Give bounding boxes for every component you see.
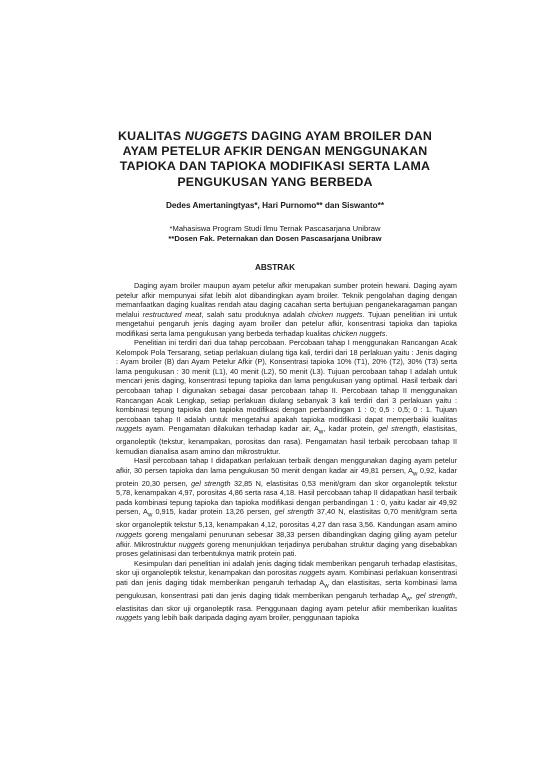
abstract-paragraph-4: Kesimpulan dari penelitian ini adalah jenis daging tidak memberikan pengaruh terhadap elastisitas, skor uji organoleptik tekstur, kenampakan dan porositas nuggets ayam. Kombinasi perlakuan konsentrasi pati dan jenis daging tidak memberikan pengaruh terhadap $A_w$ dan elastisitas, serta kombinasi lama pengukusan, konsentrasi pati dan jenis daging tidak memberikan pengaruh terhadap $A_w$, gel strength, elastisitas dan skor uji organoleptik rasa. Penggunaan daging ayam petelur afkir memberikan kualitas nuggets yang lebih baik daripada daging ayam broiler, penggunaan tapioka: [116, 558, 457, 623]
author-list: Dedes Amertaningtyas*, Hari Purnomo** dan Siswanto**: [165, 201, 385, 210]
title-line-3: TAPIOKA DAN TAPIOKA MODIFIKASI SERTA LAMA: [119, 159, 431, 174]
abstract-heading: ABSTRAK: [254, 263, 296, 272]
paper-title: [100, 129, 450, 190]
abstract-paragraph-1: Daging ayam broiler maupun ayam petelur afkir merupakan sumber protein hewani. Daging ayam petelur afkir mempunyai sifat lebih alot dibandingkan ayam broiler. Teknik pengolahan daging dengan memanfaatkan daging kualitas rendah atau daging cacahan serta bertujuan penganekaragaman pangan melalui restructured meat, salah satu produknya adalah chicken nuggets. Tujuan penelitian ini untuk mengetahui pengaruh jenis daging ayam broiler dan petelur afkir, konsentrasi tapioka dan tapioka modifikasi serta lama pengukusan yang berbeda terhadap kualitas chicken nuggets.: [116, 281, 457, 338]
affiliations: [100, 224, 450, 245]
title-line-1: KUALITAS NUGGETS DAGING AYAM BROILER DAN: [117, 129, 433, 143]
affiliation-lecturers: **Dosen Fak. Peternakan dan Dosen Pascasarjana Unibraw: [168, 234, 382, 244]
title-line-2: AYAM PETELUR AFKIR DENGAN MENGGUNAKAN: [122, 144, 428, 159]
abstract-paragraph-2: Penelitian ini terdiri dari dua tahap percobaan. Percobaan tahap I menggunakan Rancangan Acak Kelompok Pola Tersarang, setiap perlakuan diulang tiga kali, terdiri dari 18 perlakuan yaitu : Jenis daging : Ayam broiler (B) dan Ayam Petelur Afkir (P), Konsentrasi tapioka 10% (T1), 20% (T2), 30% (T3) serta lama pengukusan : 30 menit (L1), 40 menit (L2), 50 menit (L3). Tujuan percobaan tahap I adalah untuk mencari jenis daging, konsentrasi tepung tapioka dan lama pengukusan yang optimal. Hasil terbaik dari percobaan tahap I digunakan sebagai dasar percobaan tahap II. Percobaan tahap II menggunakan Rancangan Acak Lengkap, setiap perlakuan diulang sebanyak 3 kali terdiri dari 3 perlakuan yaitu : kombinasi tepung tapioka dan tapioka modifikasi dengan perbandingan 1 : 0; 0,5 : 0,5; 0 : 1. Tujuan percobaan tahap II adalah untuk mengetahui apakah tapioka modifikasi dapat memperbaiki kualitas nuggets ayam. Pengamatan dilakukan terhadap kadar air, $A_w$, kadar protein, gel strength, elastisitas, organoleptik (tekstur, kenampakan, porositas dan rasa). Pengamatan hasil terbaik percobaan tahap II kemudian dianalisa asam amino dan mikrostruktur.: [116, 338, 458, 456]
title-line-4: PENGUKUSAN YANG BERBEDA: [177, 174, 373, 189]
abstract-paragraph-3: Hasil percobaan tahap I didapatkan perlakuan terbaik dengan menggunakan daging ayam petelur afkir, 30 persen tapioka dan lama pengukusan 50 menit dengan kadar air 49,81 persen, $A_w$ 0,92, kadar protein 20,30 persen, gel strength 32,85 N, elastisitas 0,53 menit/gram dan skor organoleptik tekstur 5,78, kenampakan 4,97, porositas 4,86 serta rasa 4,18. Hasil percobaan tahap II didapatkan hasil terbaik pada kombinasi tepung tapioka dan tapioka modifikasi dengan perbandingan 1 : 0, yaitu kadar air 49,92 persen, $A_w$ 0,915, kadar protein 13,26 persen, gel strength 37,40 N, elastisitas 0,70 menit/gram serta skor organoleptik tekstur 5,13, kenampakan 4,12, porositas 4,27 dan rasa 3,56. Kandungan asam amino nuggets goreng mengalami penurunan sebesar 38,33 persen dibandingkan daging giling ayam petelur afkir. Mikrostruktur nuggets goreng menunjukkan terjadinya perubahan struktur daging yang disebabkan proses gelatinisasi dan terbentuknya matrik protein pati.: [116, 456, 457, 559]
abstract-body: [116, 281, 457, 623]
affiliation-students: *Mahasiswa Program Studi Ilmu Ternak Pascasarjana Unibraw: [169, 224, 381, 233]
